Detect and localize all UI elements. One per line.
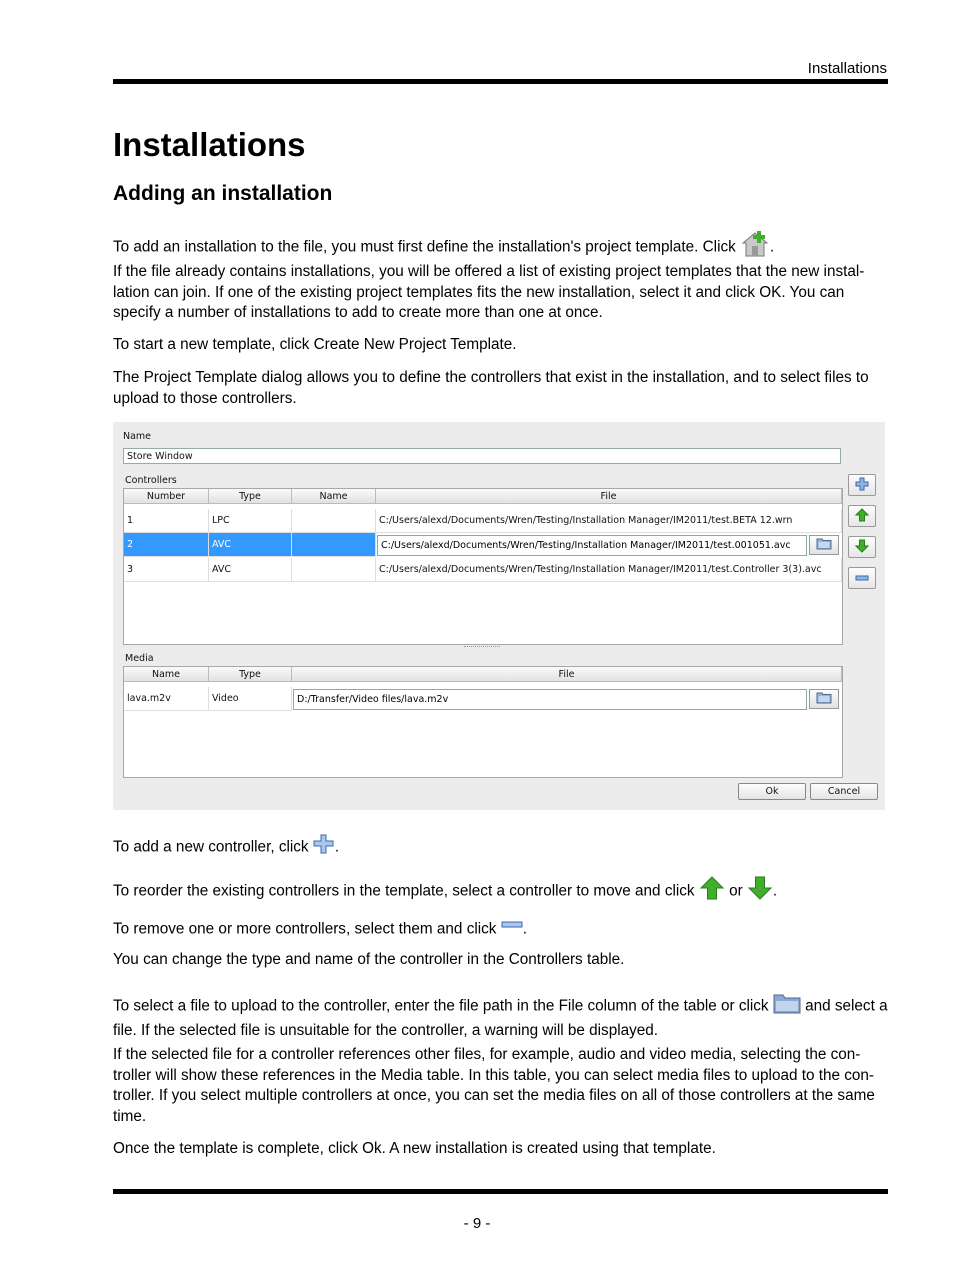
media-label: Media: [125, 653, 154, 664]
table-row-3-type[interactable]: AVC: [209, 558, 292, 582]
table-row-1-number[interactable]: 1: [124, 509, 209, 533]
paragraph-5-text: To add a new controller, click: [113, 838, 309, 856]
section-heading: Adding an installation: [113, 182, 333, 205]
table-row-2-name[interactable]: [292, 533, 376, 557]
paragraph-1: To add an installation to the file, you must first define the installation's project template. Click .: [113, 230, 888, 265]
arrow-down-icon: [747, 876, 773, 907]
minus-icon: [855, 573, 869, 584]
name-input[interactable]: Store Window: [123, 448, 841, 464]
table-row-1-file[interactable]: C:/Users/alexd/Documents/Wren/Testing/Installation Manager/IM2011/test.BETA 12.wrn: [376, 509, 842, 533]
footer-rule: [113, 1189, 888, 1194]
running-header: Installations: [807, 60, 887, 77]
col-type[interactable]: Type: [209, 489, 292, 504]
plus-icon: [855, 477, 869, 494]
arrow-up-icon: [855, 508, 869, 525]
ok-button[interactable]: Ok: [738, 783, 806, 800]
paragraph-9: [113, 992, 888, 1041]
paragraph-6-text: To reorder the existing controllers in the template, select a controller to move and click: [113, 882, 695, 900]
paragraph-5: To add a new controller, click .: [113, 834, 888, 861]
col-number[interactable]: Number: [124, 489, 209, 504]
folder-icon: [816, 537, 832, 553]
paragraph-8: You can change the type and name of the controller in the Controllers table.: [113, 951, 625, 968]
media-col-name[interactable]: Name: [124, 667, 209, 682]
header-rule: [113, 79, 888, 84]
paragraph-6: To reorder the existing controllers in the template, select a controller to move and click or .: [113, 876, 888, 907]
paragraph-7-text: To remove one or more controllers, select them and click: [113, 920, 497, 938]
paragraph-6-or: or: [729, 882, 743, 900]
paragraph-1-text: To add an installation to the file, you must first define the installation's project template. Click: [113, 238, 736, 256]
col-name[interactable]: Name: [292, 489, 376, 504]
paragraph-10: If the selected file for a controller references other files, for example, audio and video media, selecting the con-troller will show these references in the Media table. In this table, you can select media files to upload to the con-troller. If you select multiple controllers at once, you can set the media files on all of those controllers at the same time.: [113, 1046, 875, 1125]
media-row-1-file-input[interactable]: D:/Transfer/Video files/lava.m2v: [293, 689, 807, 710]
name-label: Name: [123, 431, 152, 442]
folder-icon: [773, 992, 801, 1021]
media-table[interactable]: [123, 666, 843, 778]
paragraph-11: Once the template is complete, click Ok. A new installation is created using that template.: [113, 1140, 716, 1157]
move-up-button[interactable]: [848, 505, 876, 527]
project-template-dialog: [113, 422, 885, 810]
table-row-2-number[interactable]: 2: [124, 533, 209, 557]
paragraph-3: To start a new template, click Create New Project Template.: [113, 336, 517, 353]
browse-button[interactable]: [809, 535, 839, 555]
paragraph-7: To remove one or more controllers, select them and click .: [113, 919, 888, 940]
table-row-3-name[interactable]: [292, 558, 376, 582]
col-file[interactable]: File: [376, 489, 842, 504]
remove-controller-button[interactable]: [848, 567, 876, 589]
paragraph-2: If the file already contains installations, you will be offered a list of existing project templates that the new instal-lation can join. If one of the existing project templates fits the new installation, select it and click OK. You can specify a number of installations to add to create more than one at once.: [113, 263, 865, 321]
table-row-3-number[interactable]: 3: [124, 558, 209, 582]
page-number: - 9 -: [463, 1215, 491, 1232]
cancel-button[interactable]: Cancel: [810, 783, 878, 800]
folder-icon: [816, 691, 832, 707]
media-col-type[interactable]: Type: [209, 667, 292, 682]
media-row-1-type[interactable]: Video: [209, 687, 292, 711]
table-row-2-type[interactable]: AVC: [209, 533, 292, 557]
table-row-1-type[interactable]: LPC: [209, 509, 292, 533]
paragraph-9-text-b: and select a file. If the selected file is unsuitable for the controller, a warning will be displayed.: [113, 997, 888, 1039]
house-plus-icon: [740, 230, 770, 265]
page-title: Installations: [113, 126, 306, 163]
plus-icon: [313, 834, 335, 861]
paragraph-9-text-a: To select a file to upload to the controller, enter the file path in the File column of the table or click: [113, 997, 769, 1015]
table-row-3-file[interactable]: C:/Users/alexd/Documents/Wren/Testing/Installation Manager/IM2011/test.Controller 3(3).avc: [376, 558, 842, 582]
add-controller-button[interactable]: [848, 474, 876, 496]
controllers-label: Controllers: [125, 475, 177, 486]
table-row-2-file-input[interactable]: C:/Users/alexd/Documents/Wren/Testing/Installation Manager/IM2011/test.001051.avc: [377, 535, 807, 556]
minus-icon: [501, 919, 523, 940]
splitter-handle[interactable]: [464, 646, 500, 649]
arrow-down-icon: [855, 539, 869, 556]
table-row-1-name[interactable]: [292, 509, 376, 533]
move-down-button[interactable]: [848, 536, 876, 558]
controllers-table[interactable]: [123, 488, 843, 645]
media-col-file[interactable]: File: [292, 667, 842, 682]
paragraph-4: The Project Template dialog allows you to define the controllers that exist in the installation, and to select files to upload to those controllers.: [113, 369, 869, 407]
arrow-up-icon: [699, 876, 725, 907]
media-row-1-name[interactable]: lava.m2v: [124, 687, 209, 711]
media-browse-button[interactable]: [809, 689, 839, 709]
